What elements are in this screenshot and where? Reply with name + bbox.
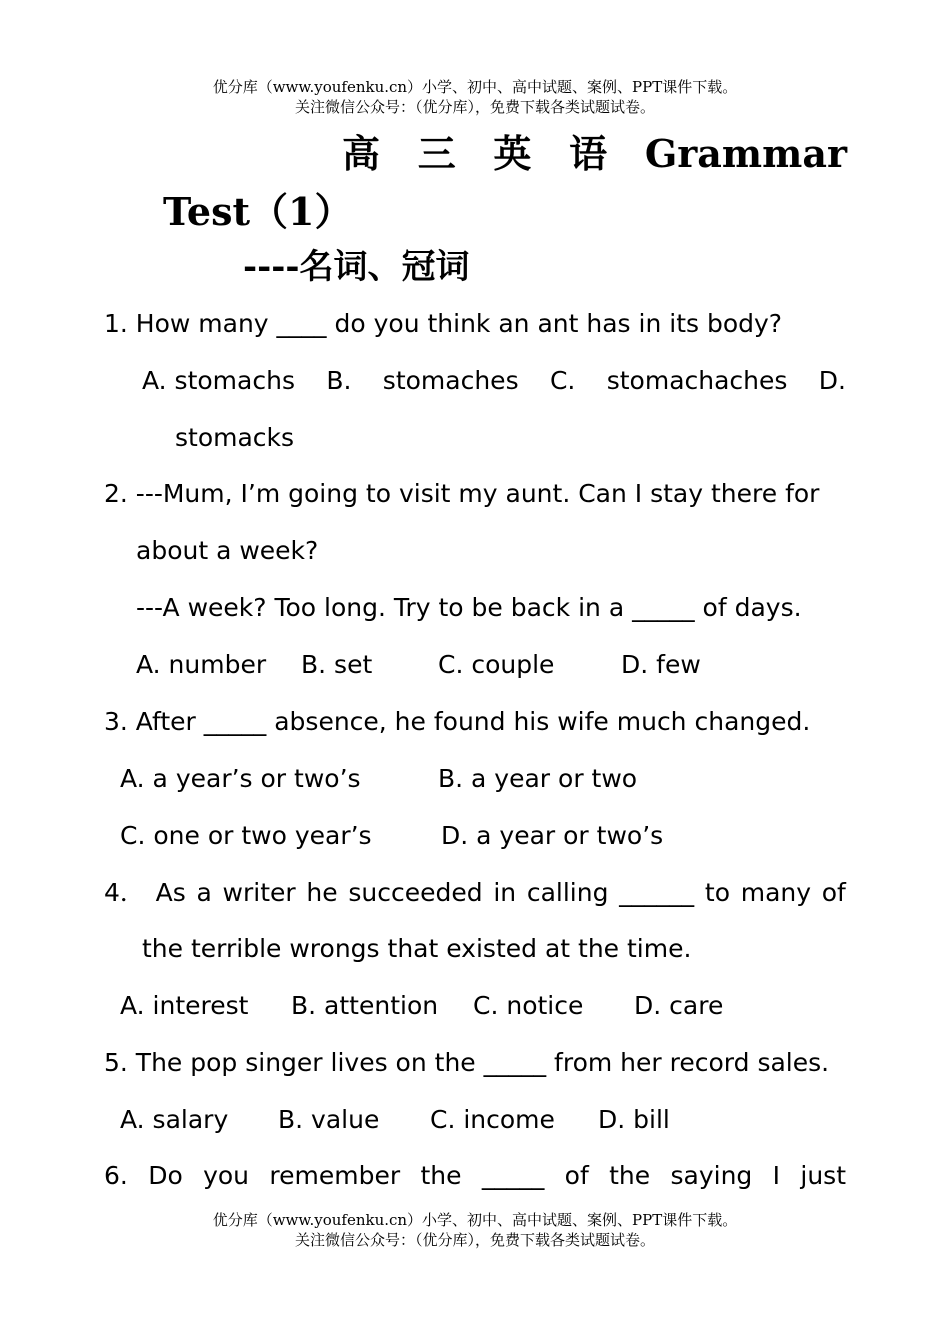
option-c: C. one or two year’s bbox=[120, 821, 372, 850]
question-2-stem-line-3: ---A week? Too long. Try to be back in a _____ of days. bbox=[136, 593, 802, 622]
option-d: D. a year or two’s bbox=[441, 821, 664, 850]
option-b: B. set bbox=[301, 650, 373, 679]
stem-word: you bbox=[203, 1161, 250, 1190]
stem-blank: ______ bbox=[619, 878, 695, 907]
stem-word: the bbox=[420, 1161, 462, 1190]
question-4-options bbox=[120, 988, 862, 1024]
option-b: B. attention bbox=[291, 991, 439, 1020]
stem-word: writer bbox=[222, 878, 296, 907]
option-d: D. care bbox=[634, 991, 724, 1020]
stem-word: 6. bbox=[104, 1161, 128, 1190]
stem-word: remember bbox=[269, 1161, 401, 1190]
page-footer bbox=[0, 1210, 950, 1250]
stem-word: calling bbox=[526, 878, 609, 907]
stem-word: he bbox=[306, 878, 338, 907]
option-d-text: stomacks bbox=[175, 423, 295, 452]
stem-word: to bbox=[704, 878, 730, 907]
question-4-stem-line-1 bbox=[104, 875, 846, 911]
stem-word: Do bbox=[148, 1161, 183, 1190]
question-1-stem: 1. How many ____ do you think an ant has in its body? bbox=[104, 309, 783, 338]
stem-word: saying bbox=[670, 1161, 753, 1190]
question-5-stem: 5. The pop singer lives on the _____ from her record sales. bbox=[104, 1048, 830, 1077]
stem-blank: _____ bbox=[481, 1161, 545, 1190]
option-b-text: stomaches bbox=[382, 366, 519, 395]
option-a: A. number bbox=[136, 650, 267, 679]
document-title-line-1 bbox=[342, 128, 847, 180]
question-1-options bbox=[142, 363, 846, 399]
question-3-stem: 3. After _____ absence, he found his wife much changed. bbox=[104, 707, 811, 736]
option-c-letter: C. bbox=[549, 366, 576, 395]
stem-word: I bbox=[772, 1161, 781, 1190]
option-d: D. bill bbox=[598, 1105, 670, 1134]
stem-word: 4． bbox=[104, 878, 145, 907]
option-c: C. couple bbox=[438, 650, 555, 679]
header-line-1: 优分库（www.youfenku.cn）小学、初中、高中试题、案例、PPT课件下载。 bbox=[212, 78, 738, 96]
option-b: B. value bbox=[278, 1105, 380, 1134]
stem-word: of bbox=[821, 878, 846, 907]
question-3-options-row-2 bbox=[120, 818, 862, 854]
page-header bbox=[0, 77, 950, 117]
footer-line-1: 优分库（www.youfenku.cn）小学、初中、高中试题、案例、PPT课件下载。 bbox=[212, 1211, 738, 1229]
footer-line-2: 关注微信公众号：（优分库），免费下载各类试题试卷。 bbox=[294, 1231, 655, 1249]
option-b: B. a year or two bbox=[438, 764, 638, 793]
stem-word: in bbox=[493, 878, 517, 907]
stem-word: of bbox=[564, 1161, 589, 1190]
stem-word: As bbox=[155, 878, 186, 907]
stem-word: many bbox=[740, 878, 812, 907]
option-a: A. salary bbox=[120, 1105, 229, 1134]
option-a: A. stomachs bbox=[142, 366, 295, 395]
question-2-stem-line-1: 2. ---Mum, I’m going to visit my aunt. Can I stay there for bbox=[104, 479, 820, 508]
document-subtitle: ----名词、冠词 bbox=[243, 247, 470, 287]
stem-word: just bbox=[800, 1161, 846, 1190]
title-char: 语 bbox=[569, 131, 608, 176]
question-3-options-row-1 bbox=[120, 761, 862, 797]
option-b-letter: B. bbox=[326, 366, 352, 395]
document-title-line-2: Test（1） bbox=[163, 189, 353, 234]
question-4-stem-line-2: the terrible wrongs that existed at the time. bbox=[142, 934, 692, 963]
option-c: C. notice bbox=[473, 991, 584, 1020]
question-5-options bbox=[120, 1102, 862, 1138]
stem-word: succeeded bbox=[348, 878, 483, 907]
option-d-letter: D. bbox=[818, 366, 846, 395]
title-char: 三 bbox=[417, 131, 456, 176]
header-line-2: 关注微信公众号：（优分库），免费下载各类试题试卷。 bbox=[294, 98, 655, 116]
title-word: Grammar bbox=[644, 131, 847, 176]
option-d: D. few bbox=[621, 650, 701, 679]
option-a: A. interest bbox=[120, 991, 249, 1020]
title-char: 高 bbox=[342, 131, 381, 176]
question-6-stem-line-1 bbox=[104, 1158, 846, 1194]
question-2-options bbox=[136, 647, 878, 683]
option-a: A. a year’s or two’s bbox=[120, 764, 361, 793]
option-c-text: stomachaches bbox=[606, 366, 788, 395]
question-2-stem-line-2: about a week? bbox=[136, 536, 319, 565]
stem-word: a bbox=[196, 878, 212, 907]
title-char: 英 bbox=[493, 131, 532, 176]
stem-word: the bbox=[609, 1161, 651, 1190]
option-c: C. income bbox=[430, 1105, 555, 1134]
